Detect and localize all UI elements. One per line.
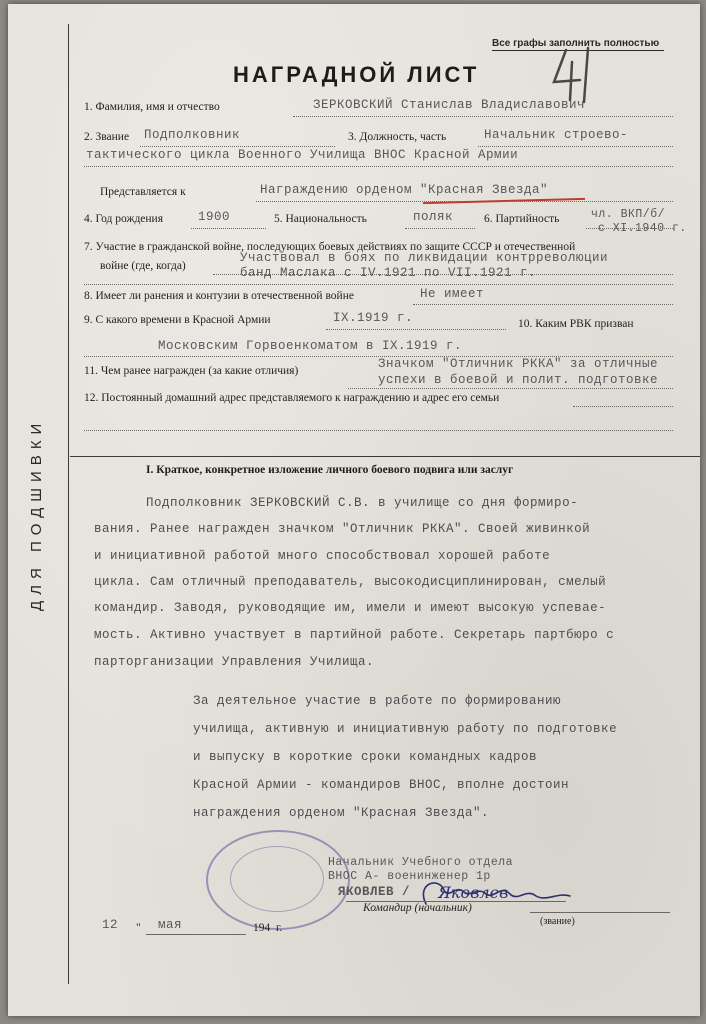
signature-line-2: ВНОС А- военинженер 1р [328, 870, 491, 883]
field-11-value-2: успехи в боевой и полит. подготовке [378, 373, 659, 387]
field-3-label: 3. Должность, часть [348, 131, 447, 143]
field-9-label: 9. С какого времени в Красной Армии [84, 314, 271, 326]
field-7-label-2: войне (где, когда) [100, 260, 186, 272]
date-day: 12 [102, 918, 119, 932]
conclusion-line-1: За деятельное участие в работе по формированию [193, 694, 562, 708]
date-quote-close: " [136, 922, 141, 934]
narrative-line-1: Подполковник ЗЕРКОВСКИЙ С.В. в училище со дня формиро- [146, 496, 579, 510]
field-3-value-1: Начальник строево- [484, 128, 629, 142]
award-sheet [8, 4, 700, 1016]
binding-margin-line [68, 24, 69, 984]
field-12-line-2 [84, 430, 673, 431]
field-7-line-2 [84, 284, 673, 285]
present-value: Награждению орденом "Красная Звезда" [260, 183, 549, 197]
field-1-line [293, 116, 673, 117]
signature-line-1: Начальник Учебного отдела [328, 856, 514, 869]
field-10-value: Московским Горвоенкоматом в IX.1919 г. [158, 339, 463, 353]
field-10-label: 10. Каким РВК призван [518, 318, 634, 330]
field-6-value-2: с XI.1940 г. [598, 222, 687, 235]
header-note: Все графы заполнить полностью [492, 38, 660, 49]
field-3-line-1 [478, 146, 673, 147]
field-4-value: 1900 [198, 210, 231, 224]
signature-line-3: ЯКОВЛЕВ / [338, 885, 411, 899]
field-8-value: Не имеет [420, 287, 485, 301]
field-1-value: ЗЕРКОВСКИЙ Станислав Владиславович [313, 98, 586, 112]
date-month-line [146, 934, 246, 935]
narrative-line-3: и инициативной работой много способствовал хорошей работе [94, 549, 551, 563]
svg-text:Яковлев: Яковлев [438, 883, 509, 902]
field-3-value-2: тактического цикла Военного Училища ВНОС Красной Армии [86, 148, 519, 162]
section-title: I. Краткое, конкретное изложение личного боевого подвига или заслуг [146, 464, 514, 476]
handwritten-mark [546, 44, 602, 104]
field-6-line [586, 228, 673, 229]
conclusion-line-5: награждения орденом "Красная Звезда". [193, 806, 490, 820]
field-2-value: Подполковник [144, 128, 241, 142]
field-2-label: 2. Звание [84, 131, 130, 143]
field-1-label: 1. Фамилия, имя и отчество [84, 101, 220, 113]
conclusion-line-3: и выпуску в короткие сроки командных кадров [193, 750, 538, 764]
official-seal-emblem [230, 846, 324, 912]
commander-label: Командир (начальник) [363, 902, 472, 914]
field-4-label: 4. Год рождения [84, 213, 163, 225]
field-7-label-1: 7. Участие в гражданской войне, последующих боевых действиях по защите СССР и отечественной [84, 241, 576, 253]
document-title: НАГРАДНОЙ ЛИСТ [233, 62, 480, 87]
date-year-prefix: 194 [253, 922, 271, 934]
field-6-value-1: чл. ВКП/б/ [591, 208, 666, 221]
conclusion-line-4: Красной Армии - командиров ВНОС, вполне достоин [193, 778, 570, 792]
field-4-line [191, 228, 266, 229]
field-8-line [413, 304, 673, 305]
conclusion-line-2: училища, активную и инициативную работу по подготовке [193, 722, 618, 736]
narrative-line-4: цикла. Сам отличный преподаватель, высокодисциплинирован, смелый [94, 575, 607, 589]
field-2-line [140, 146, 335, 147]
date-month: мая [158, 918, 183, 932]
field-5-line [405, 228, 475, 229]
field-9-line [326, 329, 506, 330]
field-6-label: 6. Партийность [484, 213, 560, 225]
field-3-line-2 [84, 166, 673, 167]
field-9-value: IX.1919 г. [333, 311, 414, 325]
field-12-label: 12. Постоянный домашний адрес представляемого к награждению и адрес его семьи [84, 392, 500, 404]
section-divider [70, 456, 700, 457]
narrative-line-2: вания. Ранее награжден значком "Отличник РККА". Своей живинкой [94, 522, 591, 536]
narrative-line-6: мость. Активно участвует в партийной работе. Секретарь партбюро с [94, 628, 615, 642]
field-11-line [348, 388, 673, 389]
date-year-suffix: г. [276, 922, 283, 934]
rank-line [530, 912, 670, 913]
narrative-line-7: парторганизации Управления Училища. [94, 655, 375, 669]
present-label: Представляется к [100, 186, 186, 198]
field-5-label: 5. Национальность [274, 213, 367, 225]
binding-margin-label: ДЛЯ ПОДШИВКИ [28, 417, 45, 611]
field-11-label: 11. Чем ранее награжден (за какие отличия) [84, 365, 299, 377]
field-7-value-1: Участвовал в боях по ликвидации контрреволюции [240, 251, 609, 265]
field-7-value-2: банд Маслака с IV.1921 по VII.1921 г. [240, 266, 537, 280]
narrative-line-5: командир. Заводя, руководящие им, имели и имеют высокую успевае- [94, 601, 607, 615]
rank-label: (звание) [540, 916, 575, 927]
field-12-line-1 [573, 406, 673, 407]
field-5-value: поляк [413, 210, 454, 224]
field-8-label: 8. Имеет ли ранения и контузии в отечественной войне [84, 290, 354, 302]
field-11-value-1: Значком "Отличник РККА" за отличные [378, 357, 659, 371]
